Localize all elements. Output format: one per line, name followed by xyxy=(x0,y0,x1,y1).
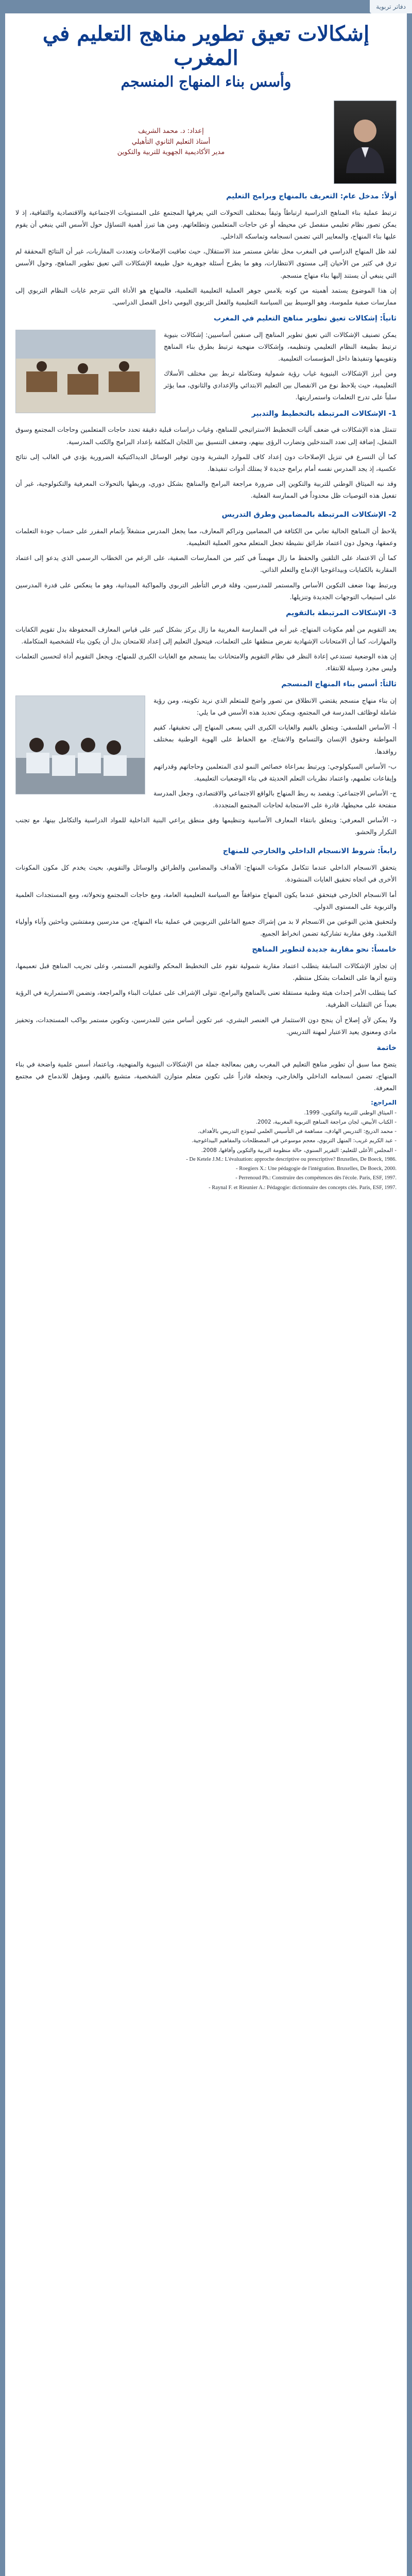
paragraph: يعد التقويم من أهم مكونات المنهاج، غير أنه في الممارسة المغربية ما زال يركز بشكل كبير على قياس المعارف المحفوظة بدل تقويم الكفايات والمهارات، كما أن الامتحانات الإشهادية تفرض منطقها على التعلمات، فيتحول التعليم إلى إعداد للامتحان بدل أن يكون بناء للشخصية المتكاملة. xyxy=(15,625,397,645)
paragraph: أ- الأساس الفلسفي: ويتعلق بالقيم والغايات الكبرى التي يسعى المنهاج إلى تحقيقها، كقيم المواطنة وحقوق الإنسان والتسامح والانفتاح، مع الحفاظ على الهوية الوطنية بمختلف روافدها. xyxy=(153,723,397,755)
paragraph: ولا يمكن لأي إصلاح أن ينجح دون الاستثمار في العنصر البشري، عبر تكوين أساس متين للمدرسين، وتكوين مستمر يواكب المستجدات، وتحفيز مادي ومعنوي يعيد الاعتبار لمهنة التدريس. xyxy=(15,1015,397,1036)
author-photo xyxy=(334,100,397,184)
section-heading: رابعاً: شروط الانسجام الداخلي والخارجي للمنهاج xyxy=(222,847,397,856)
paragraph: ج- الأساس الاجتماعي: ويقصد به ربط المنهاج بالواقع الاجتماعي والاقتصادي، وجعل المدرسة منفتحة على محيطها، قادرة على الاستجابة لحاجات المجتمع المتجددة. xyxy=(153,789,397,809)
reference-fr: - Raynal F. et Rieunier A.: Pédagogie: dictionnaire des concepts clés. Paris, ESF, 1997. xyxy=(209,1184,397,1191)
paragraph: إن هذا الموضوع يستمد أهميته من كونه يلامس جوهر العملية التعليمية التعلمية، فالمنهاج هو الأداة التي تترجم غايات النظام التربوي إلى ممارسات صفية ملموسة، وهو الوسيط بين السياسة التعليمية والفعل التربوي اليومي داخل الفصل الدراسي. xyxy=(15,286,397,306)
paragraph: يلاحظ أن المناهج الحالية تعاني من الكثافة في المضامين وتراكم المعارف، مما يجعل المدرس منشغلاً بإتمام المقرر على حساب جودة التعلمات وعمقها، ويحول دون اعتماد طرائق نشيطة تجعل المتعلم محور العملية التعليمية. xyxy=(15,527,397,547)
reference-ar: - المجلس الأعلى للتعليم: التقرير السنوي، حالة منظومة التربية والتكوين وآفاقها، 2008. xyxy=(201,1147,397,1154)
reference-ar: - الكتاب الأبيض، لجان مراجعة المناهج التربوية المغربية، 2002. xyxy=(255,1118,397,1125)
references xyxy=(5,1098,407,1192)
author-info xyxy=(15,126,327,158)
paragraph: كما يتطلب الأمر إحداث هيئة وطنية مستقلة تعنى بالمناهج والبرامج، تتولى الإشراف على عمليات البناء والمراجعة، وتضمن الاستمرارية في الرؤية بعيداً عن التقلبات الظرفية. xyxy=(15,989,397,1009)
article-title: إشكالات تعيق تطوير مناهج التعليم في المغرب xyxy=(42,22,370,70)
paragraph: تتمثل هذه الإشكالات في ضعف آليات التخطيط الاستراتيجي للمناهج، وغياب دراسات قبلية دقيقة تحدد حاجات المتعلمين وحاجات المجتمع وسوق الشغل، إضافة إلى تعدد المتدخلين وتضارب الرؤى بينهم، وضعف التنسيق بين اللجان المكلفة بإعداد البرامج والكتب المدرسية. xyxy=(15,426,397,446)
image-icon xyxy=(16,330,155,413)
classroom-photo xyxy=(15,330,156,413)
students-photo xyxy=(15,696,145,794)
paragraph: د- الأساس المعرفي: ويتعلق بانتقاء المعارف الأساسية وتنظيمها وفق منطق يراعي البنية الداخلية للمواد الدراسية والتكامل بينها، مع تجنب التكرار والحشو. xyxy=(15,816,397,836)
reference-fr: - Perrenoud Ph.: Construire des compétences dès l'école. Paris, ESF, 1997. xyxy=(235,1175,397,1181)
paragraph: كما أن التسرع في تنزيل الإصلاحات دون إعداد كاف للموارد البشرية ودون توفير الوسائل الديداكتيكية الضرورية يؤدي في الغالب إلى نتائج عكسية، إذ يجد المدرس نفسه أمام برامج جديدة لا يمتلك أدوات تنفيذها. xyxy=(15,452,397,472)
author-position: مدير الأكاديمية الجهوية للتربية والتكوين xyxy=(117,148,225,157)
section-heading: 3- الإشكالات المرتبطة بالتقويم xyxy=(286,608,397,617)
author-box xyxy=(15,100,397,184)
reference-fr: - De Ketele J.M.: L'évaluation: approche descriptive ou prescriptive? Bruxelles, De Boeck, 1986. xyxy=(186,1156,397,1162)
category-tag[interactable]: دفاتر تربوية xyxy=(370,0,412,13)
section-heading: ثالثاً: أسس بناء المنهاج المنسجم xyxy=(281,680,397,689)
section-heading: خامساً: نحو مقاربة جديدة لتطوير المناهج xyxy=(252,945,397,954)
paragraph: وقد نبه الميثاق الوطني للتربية والتكوين إلى ضرورة مراجعة البرامج والمناهج بشكل دوري، وربطها بالتحولات المعرفية والتكنولوجية، غير أن تفعيل هذه التوصيات ظل محدوداً في الممارسة الفعلية. xyxy=(15,479,397,500)
article-body xyxy=(5,190,407,1094)
references-title: المراجع: xyxy=(371,1099,397,1107)
author-title: أستاذ التعليم الثانوي التأهيلي xyxy=(131,138,211,146)
section-heading: ثانياً: إشكالات تعيق تطوير مناهج التعليم في المغرب xyxy=(213,314,397,323)
paragraph: إن هذه الوضعية تستدعي إعادة النظر في نظام التقويم والامتحانات بما ينسجم مع الغايات الكبرى للمنهاج، ويجعل التقويم أداة لتحسين التعلمات وليس مجرد وسيلة للانتقاء. xyxy=(15,652,397,672)
paragraph: يتحقق الانسجام الداخلي عندما تتكامل مكونات المنهاج: الأهداف والمضامين والطرائق والوسائل والتقويم، بحيث يخدم كل مكون المكونات الأخرى في اتجاه تحقيق الغايات المنشودة. xyxy=(15,863,397,884)
reference-ar: - محمد الدريج: التدريس الهادف، مساهمة في التأسيس العلمي لنموذج التدريس بالأهداف. xyxy=(197,1128,397,1135)
person-icon xyxy=(342,111,388,173)
reference-ar: - عبد الكريم غريب: المنهل التربوي، معجم موسوعي في المصطلحات والمفاهيم البيداغوجية. xyxy=(192,1138,397,1144)
section-heading: أولاً: مدخل عام: التعريف بالمنهاج وبرامج التعليم xyxy=(226,192,397,200)
paragraph: لقد ظل المنهاج الدراسي في المغرب محل نقاش مستمر منذ الاستقلال، حيث تعاقبت الإصلاحات وتعددت المقاربات، غير أن النتائج المحققة لم ترق في كثير من الأحيان إلى مستوى الانتظارات، وهو ما يطرح أسئلة جوهرية حول طبيعة الإشكالات التي تعيق تطوير المناهج، وحول الأسس التي ينبغي أن يستند إليها بناء منهاج منسجم. xyxy=(15,247,397,279)
paragraph: ومن أبرز الإشكالات البنيوية غياب رؤية شمولية ومتكاملة تربط بين مختلف الأسلاك التعليمية، حيث يلاحظ نوع من الانفصال بين التعليم الابتدائي والإعدادي والثانوي، مما يؤثر سلباً على تدرج التعلمات واستمراريتها. xyxy=(164,369,397,401)
image-icon xyxy=(16,696,145,794)
paragraph: ولتحقيق هذين النوعين من الانسجام لا بد من إشراك جميع الفاعلين التربويين في عملية بناء المنهاج، من مدرسين ومفتشين وباحثين وآباء وأولياء التلاميذ، وفق مقاربة تشاركية تضمن انخراط الجميع. xyxy=(15,917,397,937)
paragraph: إن تجاوز الإشكالات السابقة يتطلب اعتماد مقاربة شمولية تقوم على التخطيط المحكم والتقويم المستمر، وعلى تجريب المناهج قبل تعميمها، وتتبع أثرها على التعلمات بشكل منتظم. xyxy=(15,962,397,982)
paragraph: إن بناء منهاج منسجم يقتضي الانطلاق من تصور واضح للمتعلم الذي نريد تكوينه، ومن رؤية شاملة لوظائف المدرسة في المجتمع، ويمكن تحديد هذه الأسس في ما يلي: xyxy=(153,697,397,717)
paragraph: ويرتبط بهذا ضعف التكوين الأساس والمستمر للمدرسين، وقلة فرص التأطير التربوي والمواكبة الميدانية، وهو ما ينعكس على قدرة المدرسين على استيعاب التوجهات الجديدة وتنزيلها. xyxy=(15,581,397,601)
paragraph: يمكن تصنيف الإشكالات التي تعيق تطوير المناهج إلى صنفين أساسيين: إشكالات بنيوية ترتبط بطبيعة النظام التعليمي وتنظيمه، وإشكالات منهجية ترتبط بطرق بناء المناهج وتقويمها وتنفيذها داخل المؤسسات التعليمية. xyxy=(164,330,397,363)
reference-ar: - الميثاق الوطني للتربية والتكوين، 1999. xyxy=(304,1109,397,1116)
section-heading: خاتمة xyxy=(376,1043,397,1052)
section-heading: 2- الإشكالات المرتبطة بالمضامين وطرق التدريس xyxy=(221,511,397,519)
article-page xyxy=(5,13,407,2576)
reference-fr: - Roegiers X.: Une pédagogie de l'intégration. Bruxelles, De Boeck, 2000. xyxy=(236,1166,397,1172)
author-name: إعداد: د. محمد الشريف xyxy=(138,127,204,135)
paragraph: كما أن الاعتماد على التلقين والحفظ ما زال مهيمناً في كثير من الممارسات الصفية، على الرغم من الخطاب الرسمي الذي يدعو إلى اعتماد المقاربة بالكفايات وبيداغوجيا الإدماج والتعلم الذاتي. xyxy=(15,554,397,574)
paragraph: يتضح مما سبق أن تطوير مناهج التعليم في المغرب رهين بمعالجة جملة من الإشكالات البنيوية والمنهجية، وباعتماد أسس علمية واضحة في بناء المنهاج، تضمن انسجامه الداخلي والخارجي، وتجعله قادراً على تكوين متعلم متوازن الشخصية، متشبع بالقيم، ومؤهل للاندماج في مجتمع المعرفة. xyxy=(15,1060,397,1092)
section-heading: 1- الإشكالات المرتبطة بالتخطيط والتدبير xyxy=(251,409,397,418)
paragraph: ترتبط عملية بناء المناهج الدراسية ارتباطاً وثيقاً بمختلف التحولات التي يعرفها المجتمع على المستويات الاجتماعية والاقتصادية والثقافية، إذ لا يمكن تصور نظام تعليمي منفصل عن محيطه أو عن حاجات المتعلمين وتطلعاتهم. ومن هنا تبرز أهمية التساؤل حول الأسس التي ينبغي أن يقوم عليها بناء المنهاج، والمعايير التي تضمن انسجامه وتماسكه الداخلي. xyxy=(15,208,397,241)
paragraph: ب- الأساس السيكولوجي: ويرتبط بمراعاة خصائص النمو لدى المتعلمين وحاجاتهم وقدراتهم وإيقاعات تعلمهم، واعتماد نظريات التعلم الحديثة في بناء الوضعيات التعليمية. xyxy=(153,762,397,782)
article-subtitle: وأسس بناء المنهاج المنسجم xyxy=(121,73,291,90)
paragraph: أما الانسجام الخارجي فيتحقق عندما يكون المنهاج متوافقاً مع السياسة التعليمية العامة، ومع حاجات المجتمع وتحولاته، ومع المستجدات العلمية والتربوية على المستوى الدولي. xyxy=(15,890,397,910)
